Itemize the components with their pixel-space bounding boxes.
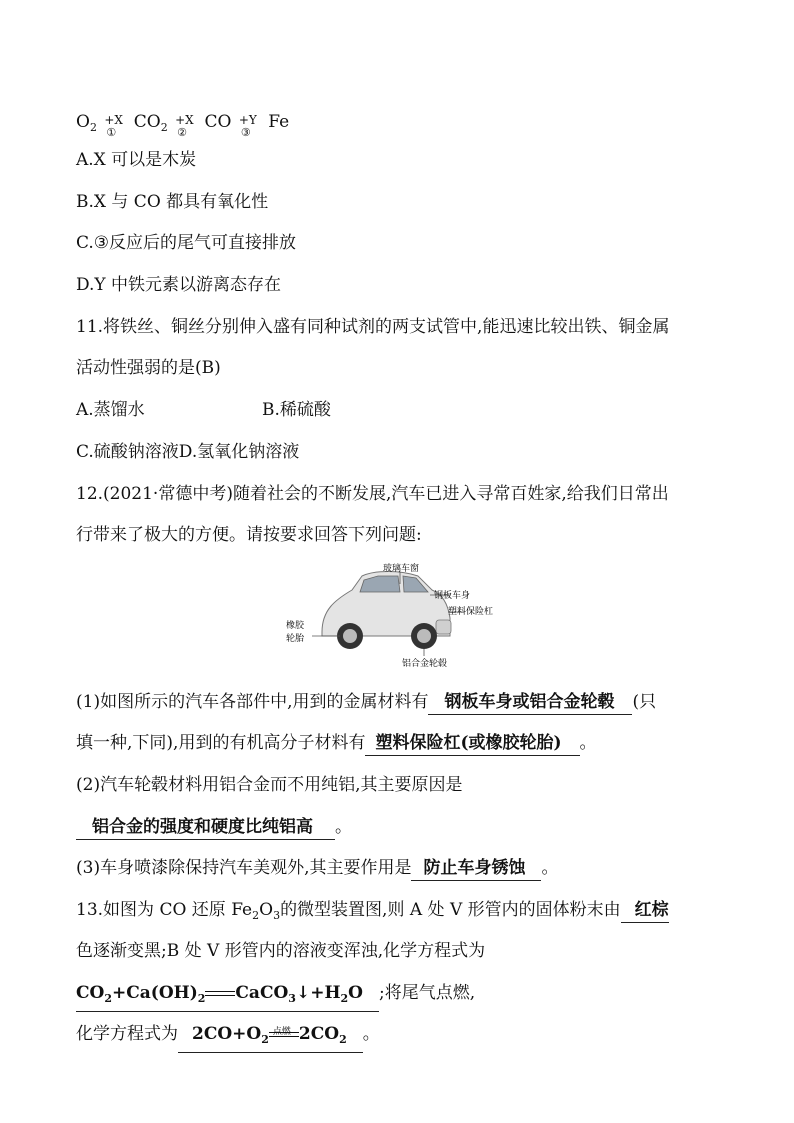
q11-stem-1: 11.将铁丝、铜丝分别伸入盛有同种试剂的两支试管中,能迅速比较出铁、铜金属: [76, 317, 670, 337]
q11-option-cd: C.硫酸钠溶液D.氢氧化钠溶液: [76, 442, 300, 462]
q12-stem-1: 12.(2021·常德中考)随着社会的不断发展,汽车已进入寻常百姓家,给我们日常出: [76, 484, 669, 504]
q11-option-a: A.蒸馏水: [76, 400, 145, 420]
q11-option-b: B.稀硫酸: [262, 400, 331, 420]
q13-equation-2-line: 化学方程式为 $2CO+O_2$ 点燃 $2CO_2$ 。: [76, 1022, 380, 1053]
q12-part1-line2: 填一种,下同),用到的有机高分子材料有 塑料保险杠(或橡胶轮胎) 。: [76, 731, 597, 756]
label-plastic: 塑料保险杠: [448, 607, 494, 617]
species-fe: Fe: [268, 112, 290, 132]
q13-equation-1-line: $CO_2+Ca(OH)_2$ $CaCO_3↓+H_2O$ ;将尾气点燃,: [76, 981, 475, 1012]
car-bumper: [436, 620, 451, 634]
q10-option-a: A.X 可以是木炭: [76, 150, 197, 170]
q12-answer-polymer: 塑料保险杠(或橡胶轮胎): [375, 733, 562, 753]
q10-option-b: B.X 与 CO 都具有氧化性: [76, 192, 269, 212]
label-alloy: 铝合金轮毂: [402, 659, 448, 669]
species-o2: O: [76, 112, 90, 132]
q13-answer-color: 红棕: [634, 900, 669, 920]
label-rubber-2: 轮胎: [286, 634, 305, 644]
q12-stem-2: 行带来了极大的方便。请按要求回答下列问题:: [76, 525, 422, 545]
q13-equation-2: $2CO+O_2$ 点燃 $2CO_2$: [178, 1022, 363, 1053]
reaction-chain: $O_2$ +X ① $CO_2$ +X ② CO +Y ③ Fe: [76, 112, 290, 139]
label-glass: 玻璃车窗: [383, 564, 420, 574]
q13-line1: 13.如图为 CO 还原 $Fe_2O_3$的微型装置图,则 A 处 V 形管内的固体粉末由 红棕: [76, 900, 669, 922]
q10-option-c: C.③反应后的尾气可直接排放: [76, 233, 297, 253]
species-co: CO: [204, 112, 232, 132]
q12-answer-reason: 铝合金的强度和硬度比纯铝高: [92, 817, 313, 837]
label-rubber-1: 橡胶: [286, 621, 305, 631]
q13-line2: 色逐渐变黑;B 处 V 形管内的溶液变浑浊,化学方程式为: [76, 941, 486, 961]
label-steel: 钢板车身: [434, 591, 471, 601]
arrow-1: +X ①: [104, 113, 123, 139]
q12-answer-purpose: 防止车身锈蚀: [423, 858, 526, 878]
q11-stem-2: 活动性强弱的是(B): [76, 358, 221, 378]
q12-part2-answer-line: 铝合金的强度和硬度比纯铝高 。: [76, 815, 352, 840]
arrow-2: +X ②: [175, 113, 194, 139]
car-figure: [280, 560, 530, 670]
q12-part1-line1: (1)如图所示的汽车各部件中,用到的金属材料有 钢板车身或铝合金轮毂 (只: [76, 690, 656, 715]
arrow-3: +Y ③: [238, 113, 257, 139]
q10-option-d: D.Y 中铁元素以游离态存在: [76, 275, 282, 295]
q12-part2-question: (2)汽车轮毂材料用铝合金而不用纯铝,其主要原因是: [76, 775, 463, 795]
species-co2: CO: [133, 112, 161, 132]
q13-equation-1: $CO_2+Ca(OH)_2$ $CaCO_3↓+H_2O$: [76, 981, 379, 1012]
q12-answer-metal: 钢板车身或铝合金轮毂: [444, 692, 615, 712]
q12-part3-line: (3)车身喷漆除保持汽车美观外,其主要作用是 防止车身锈蚀 。: [76, 856, 558, 881]
